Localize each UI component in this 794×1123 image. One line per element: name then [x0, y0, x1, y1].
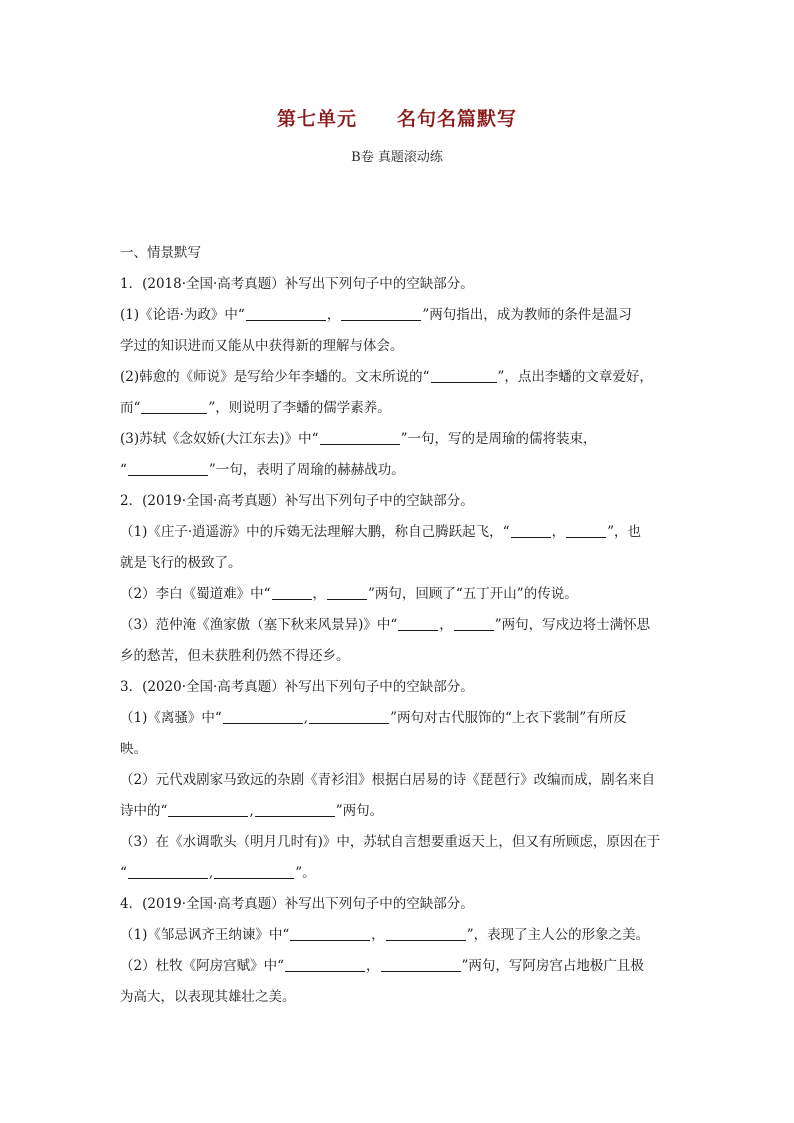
question-2-line-2: 就是飞行的极致了。	[120, 555, 242, 571]
question-1-line-3: (2)韩愈的《师说》是写给少年李蟠的。文末所说的“ ”，点出李蟠的文章爱好，	[120, 369, 653, 385]
question-3-line-6: “ , ”。	[120, 865, 316, 881]
answer-blank[interactable]	[272, 584, 312, 600]
answer-blank[interactable]	[381, 956, 461, 972]
question-4-head: 4．(2019·全国·高考真题）补写出下列句子中的空缺部分。	[120, 896, 474, 912]
answer-blank[interactable]	[168, 801, 248, 817]
question-1-line-6: “ ”一句，表明了周瑜的赫赫战功。	[120, 462, 405, 478]
answer-blank[interactable]	[128, 863, 208, 879]
question-1-head: 1．(2018·全国·高考真题）补写出下列句子中的空缺部分。	[120, 276, 474, 292]
question-3	[120, 672, 680, 889]
answer-blank[interactable]	[141, 398, 207, 414]
question-2-line-1: （1)《庄子·逍遥游》中的斥鴳无法理解大鹏，称自己腾跃起飞，“ ， ”，也	[120, 524, 641, 540]
question-1	[120, 269, 680, 486]
question-2-line-4: （3）范仲淹《渔家傲（塞下秋来风景异)》中“ ， ”两句，写戍边将士满怀思	[120, 617, 651, 633]
answer-blank[interactable]	[214, 863, 294, 879]
question-3-head: 3．(2020·全国·高考真题）补写出下列句子中的空缺部分。	[120, 679, 474, 695]
answer-blank[interactable]	[398, 615, 438, 631]
answer-blank[interactable]	[246, 305, 326, 321]
question-1-line-4: 而“ ”，则说明了李蟠的儒学素养。	[120, 400, 391, 416]
question-2	[120, 486, 680, 672]
answer-blank[interactable]	[285, 956, 365, 972]
question-3-line-1: （1)《离骚》中“ , ”两句对古代服饰的“上衣下裳制”有所反	[120, 710, 627, 726]
answer-blank[interactable]	[431, 367, 497, 383]
question-3-line-3: （2）元代戏剧家马致远的杂剧《青衫泪》根据白居易的诗《琵琶行》改编而成，剧名来自	[120, 772, 656, 788]
answer-blank[interactable]	[454, 615, 494, 631]
answer-blank[interactable]	[386, 925, 466, 941]
answer-blank[interactable]	[566, 522, 606, 538]
question-2-line-3: （2）李白《蜀道难》中“ ， ”两句，回顾了“五丁开山”的传说。	[120, 586, 578, 602]
question-4-line-1: （1)《邹忌讽齐王纳谏》中“ ， ”，表现了主人公的形象之美。	[120, 927, 650, 943]
question-4	[120, 889, 680, 1013]
question-4-line-3: 为高大，以表现其雄壮之美。	[120, 989, 296, 1005]
question-4-line-2: （2）杜牧《阿房宫赋》中“ ， ”两句，写阿房宫占地极广且极	[120, 958, 644, 974]
question-2-line-5: 乡的愁苦，但未获胜利仍然不得还乡。	[120, 648, 350, 664]
answer-blank[interactable]	[255, 801, 335, 817]
answer-blank[interactable]	[128, 460, 208, 476]
document-body	[120, 238, 680, 1013]
answer-blank[interactable]	[511, 522, 551, 538]
answer-blank[interactable]	[309, 708, 389, 724]
question-2-head: 2．(2019·全国·高考真题）补写出下列句子中的空缺部分。	[120, 493, 474, 509]
page-title: 第七单元 名句名篇默写	[276, 108, 517, 130]
answer-blank[interactable]	[327, 584, 367, 600]
question-1-line-2: 学过的知识进而又能从中获得新的理解与体会。	[120, 338, 404, 354]
question-3-line-5: （3）在《水调歌头（明月几时有)》中，苏轼自言想要重返天上，但又有所顾虑，原因在于	[120, 834, 661, 850]
question-3-line-4: 诗中的“ , ”两句。	[120, 803, 384, 819]
question-3-line-2: 映。	[120, 741, 147, 757]
answer-blank[interactable]	[320, 429, 400, 445]
answer-blank[interactable]	[223, 708, 303, 724]
question-1-line-5: (3)苏轼《念奴娇(大江东去)》中“ ”一句，写的是周瑜的儒将装束，	[120, 431, 597, 447]
section-heading: 一、情景默写	[120, 245, 201, 261]
page-subtitle: B卷 真题滚动练	[351, 150, 443, 165]
answer-blank[interactable]	[290, 925, 370, 941]
answer-blank[interactable]	[341, 305, 421, 321]
question-1-line-1: (1)《论语·为政》中“ ， ”两句指出，成为教师的条件是温习	[120, 307, 632, 323]
